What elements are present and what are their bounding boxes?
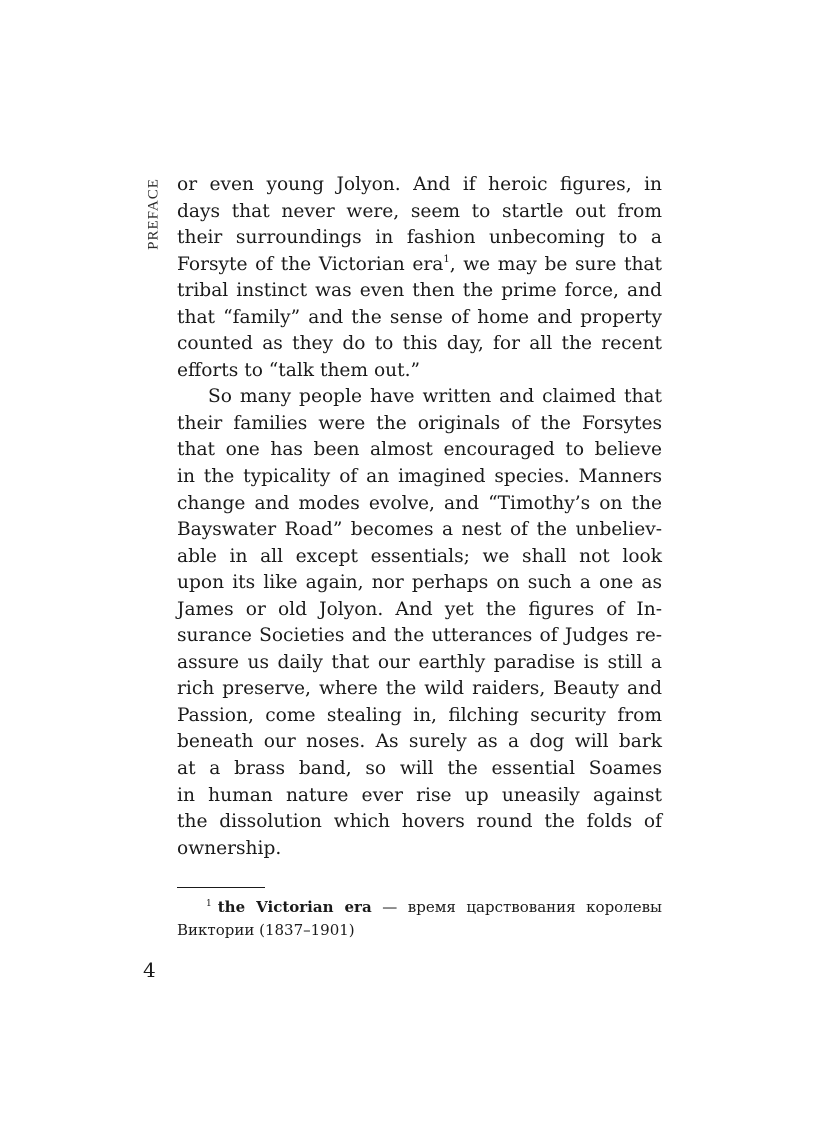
text-line: that one has been almost encouraged to believe [177, 439, 662, 461]
footnote [177, 896, 662, 942]
text-line: So many people have written and claimed that [208, 386, 662, 408]
text-line: or even young Jolyon. And if heroic figures, in [177, 174, 662, 195]
text-line: counted as they do to this day, for all the recent [177, 333, 662, 355]
text-line: at a brass band, so will the essential Soames [177, 758, 662, 780]
text-line: assure us daily that our earthly paradise is still a [177, 651, 662, 673]
text-line: their surroundings in fashion unbecoming to a [177, 227, 662, 249]
text-line: beneath our noses. As surely as a dog will bark [177, 731, 662, 753]
text-line: ownership. [177, 837, 282, 859]
footnote-mark: 1 [206, 899, 212, 909]
text-line: James or old Jolyon. And yet the figures of In- [177, 598, 662, 620]
footnote-line [177, 896, 662, 919]
text-line: Passion, come stealing in, filching security from [177, 704, 662, 726]
text-line: in human nature ever rise up uneasily against [177, 784, 662, 806]
text-line: change and modes evolve, and “Timothy’s on the [177, 492, 662, 514]
text-line: in the typicality of an imagined species. Manners [177, 466, 662, 488]
text-line: that “family” and the sense of home and property [177, 306, 662, 328]
text-line: rich preserve, where the wild raiders, Beauty and [177, 678, 662, 700]
text-line: tribal instinct was even then the prime force, and [177, 280, 662, 302]
text-line: the dissolution which hovers round the folds of [177, 811, 662, 833]
text-line: surance Societies and the utterances of Judges re- [177, 625, 662, 647]
running-head [144, 172, 164, 256]
text-line-with-footnote-ref [177, 252, 662, 279]
paragraph-1 [177, 172, 662, 384]
text-line: able in all except essentials; we shall not look [177, 545, 662, 567]
text-segment: , we may be sure that [449, 253, 662, 275]
text-line: their families were the originals of the Forsytes [177, 412, 662, 434]
footnote-term: the Victorian era [217, 898, 372, 916]
page-number: 4 [143, 958, 156, 982]
footnote-line: Виктории (1837–1901) [177, 921, 355, 939]
text-segment: Forsyte of the Victorian era [177, 253, 444, 275]
body-text [177, 172, 662, 862]
paragraph-2 [177, 384, 662, 862]
footnote-reference[interactable]: 1 [443, 253, 450, 265]
footnote-definition: — время царствования королевы [371, 898, 662, 916]
text-line: efforts to “talk them out.” [177, 359, 421, 381]
text-line: days that never were, seem to startle out from [177, 200, 662, 222]
text-line: Bayswater Road” becomes a nest of the unbeliev- [177, 519, 662, 541]
running-head-text: PREFACE [145, 178, 162, 250]
text-line: upon its like again, nor perhaps on such a one as [177, 572, 662, 594]
footnote-divider [177, 887, 265, 888]
